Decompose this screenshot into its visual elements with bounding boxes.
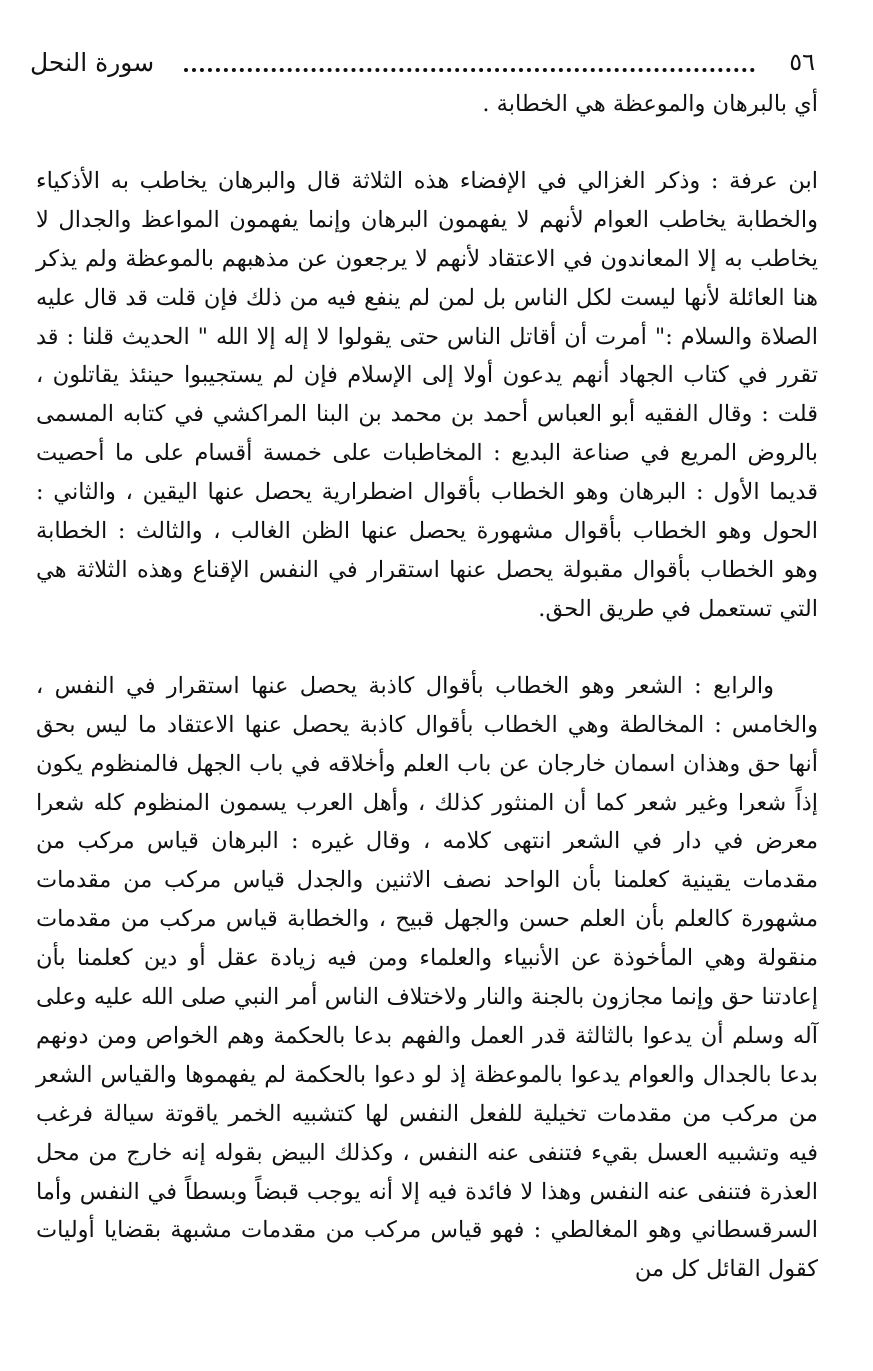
page-body [36,85,818,1289]
paragraph-1: أي بالبرهان والموعظة هي الخطابة . [482,91,818,117]
page-header [30,42,815,82]
page-number: ٥٦ [789,48,815,76]
paragraph-2: ابن عرفة : وذكر الغزالي في الإفضاء هذه الثلاثة قال والبرهان يخاطب به الأذكياء والخطابة يخاطب العوام لأنهم لا يفهمون البرهان وإنما يفهمون المواعظ والجدال لا يخاطب به إلا المعاندون في الاعتقاد لأنهم لا يرجعون عن مذهبهم بالموعظة ولم يذكر هنا العائلة لأنها ليست لكل الناس بل لمن لم ينفع فيه من ذلك فإن قلت قد قال عليه الصلاة والسلام :" أمرت أن أقاتل الناس حتى يقولوا لا إله إلا الله " الحديث قلنا : قد تقرر في كتاب الجهاد أنهم يدعون أولا إلى الإسلام فإن لم يستجيبوا حينئذ يقاتلون ، قلت : وقال الفقيه أبو العباس أحمد بن محمد بن البنا المراكشي في كتابه المسمى بالروض المريع في صناعة البديع : المخاطبات على خمسة أقسام على ما أحصيت قديما الأول : البرهان وهو الخطاب بأقوال اضطرارية يحصل عنها اليقين ، والثاني : الحول وهو الخطاب بأقوال مشهورة يحصل عنها الظن الغالب ، والثالث : الخطابة وهو الخطاب بأقوال مقبولة يحصل عنها استقرار في النفس الإقناع وهذه الثلاثة هي التي تستعمل في طريق الحق. [36,167,818,622]
surah-title: سورة النحل [30,47,155,77]
header-dotted-rule [184,68,755,72]
paragraph-3: والرابع : الشعر وهو الخطاب بأقوال كاذبة يحصل عنها استقرار في النفس ، والخامس : المخالطة وهي الخطاب بأقوال كاذبة يحصل عنها الاعتقاد ما ليس بحق أنها حق وهذان اسمان خارجان عن باب العلم وأخلاقه في باب الجهل فالمنظوم يكون إذاً شعرا وغير شعر كما أن المنثور كذلك ، وأهل العرب يسمون المنظوم كله شعرا معرض في دار في الشعر انتهى كلامه ، وقال غيره : البرهان قياس مركب من مقدمات يقينية كعلمنا بأن الواحد نصف الاثنين والجدل قياس مركب من مقدمات مشهورة كالعلم بأن العلم حسن والجهل قبيح ، والخطابة قياس مركب من مقدمات منقولة وهي المأخوذة عن الأنبياء والعلماء ومن فيه زيادة عقل أو دين كعلمنا بأن إعادتنا حق وإنما مجازون بالجنة والنار ولاختلاف الناس أمر النبي صلى الله عليه وعلى آله وسلم أن يدعوا بالثالثة قدر العمل والفهم بدعا بالحكمة وهم الخواص ومن دونهم بدعا بالجدال والعوام يدعوا بالموعظة إذ لو دعوا بالحكمة لم يفهموها والقياس الشعر من مركب من مقدمات تخيلية للفعل النفس لها كتشبيه الخمر ياقوتة سيالة فرغب فيه وتشبيه العسل بقيء فتنفى عنه النفس ، وكذلك البيض بقوله إنه خارج من محل العذرة فتنفى عنه النفس وهذا لا فائدة فيه إلا أنه يوجب قبضاً وبسطاً في النفس وأما السرقسطاني وهو المغالطي : فهو قياس مركب من مقدمات مشبهة بقضايا أوليات كقول القائل كل من [36,672,818,1283]
